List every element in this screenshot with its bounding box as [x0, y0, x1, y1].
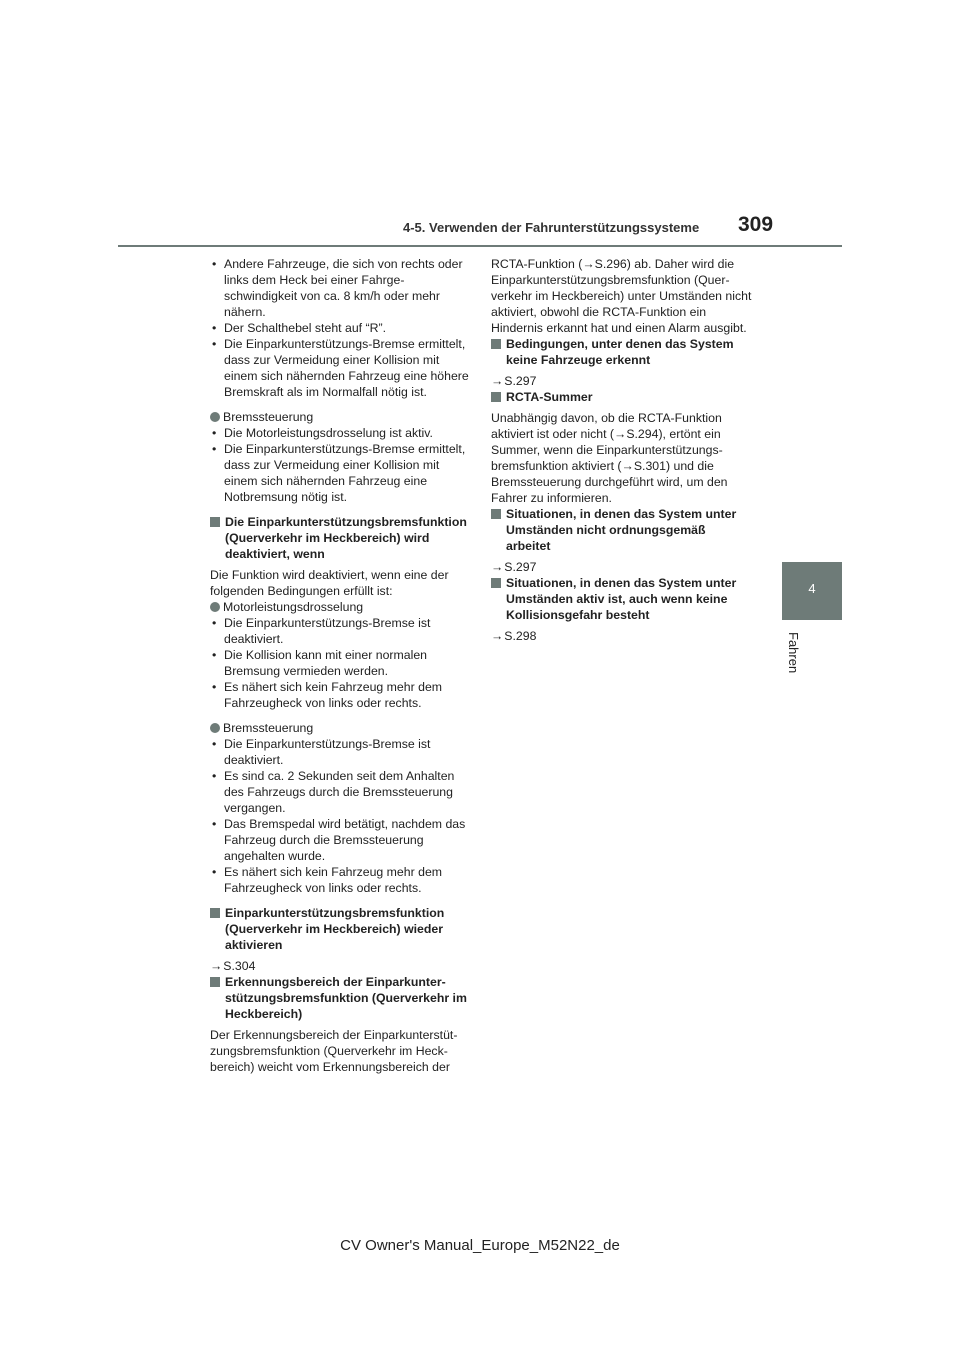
- square-bullet-icon: [210, 517, 220, 527]
- page-reference-link[interactable]: S.296: [594, 257, 627, 271]
- no-detection-ref: [491, 373, 753, 389]
- continuation-text: [491, 256, 753, 336]
- list-item: • Das Bremspedal wird betätigt, nachdem das Fahrzeug durch die Bremssteuerung angehalten wurde.: [210, 816, 472, 864]
- header-rule: [118, 245, 842, 247]
- left-column: [210, 256, 472, 1075]
- active-no-risk-heading: [491, 575, 753, 623]
- square-bullet-icon: [491, 578, 501, 588]
- throttle-list: [210, 615, 472, 711]
- page-reference-link[interactable]: S.301: [633, 459, 666, 473]
- arrow-icon: →: [582, 257, 595, 271]
- page-reference-link[interactable]: S.294: [626, 427, 659, 441]
- brake-group-list: [210, 736, 472, 896]
- square-bullet-icon: [210, 908, 220, 918]
- right-column: [491, 256, 753, 644]
- active-no-risk-ref: [491, 628, 753, 644]
- active-no-risk-heading-text: Situationen, in denen das System unter Umständen aktiv ist, auch wenn keine Kollisionsgefahr besteht: [506, 576, 737, 622]
- brake-control-heading-text: Bremssteuerung: [223, 410, 314, 424]
- malfunction-ref: [491, 559, 753, 575]
- list-item: • Es sind ca. 2 Sekunden seit dem Anhalten des Fahrzeugs durch die Bremssteuerung vergangen.: [210, 768, 472, 816]
- buzzer-text-part: ) und die Bremssteuerung durchgeführt wird, um den Fahrer zu informieren.: [491, 459, 728, 505]
- buzzer-text: [491, 410, 753, 506]
- no-detection-heading-text: Bedingungen, unter denen das System keine Fahrzeuge erkennt: [506, 337, 734, 367]
- intro-bullet-list: [210, 256, 472, 400]
- list-item: • Die Einparkunterstützungs-Bremse ermittelt, dass zur Vermeidung einer Kollision mit einem sich nähernden Fahrzeug eine Notbremsung nötig ist.: [210, 441, 472, 505]
- list-item: • Die Einparkunterstützungs-Bremse ist deaktiviert.: [210, 615, 472, 647]
- arrow-icon: →: [614, 427, 627, 441]
- no-detection-heading: [491, 336, 753, 368]
- deactivated-heading-text: Die Einparkunterstützungsbremsfunktion (Querverkehr im Heckbereich) wird deaktiviert, wenn: [225, 515, 467, 561]
- circle-bullet-icon: [210, 602, 220, 612]
- circle-bullet-icon: [210, 412, 220, 422]
- page-reference-link[interactable]: S.297: [504, 374, 537, 388]
- buzzer-text-part: Unabhängig davon, ob die RCTA-Funktion aktiviert ist oder nicht (: [491, 411, 722, 441]
- page-reference-link[interactable]: S.298: [504, 629, 537, 643]
- reactivate-heading: [210, 905, 472, 953]
- list-item: • Der Schalthebel steht auf “R”.: [210, 320, 472, 336]
- square-bullet-icon: [491, 509, 501, 519]
- list-item: • Die Kollision kann mit einer normalen Bremsung vermieden werden.: [210, 647, 472, 679]
- square-bullet-icon: [491, 339, 501, 349]
- header-title: 4-5. Verwenden der Fahrunterstützungssysteme: [403, 220, 700, 235]
- malfunction-heading-text: Situationen, in denen das System unter Umständen nicht ordnungsgemäß arbeitet: [506, 507, 737, 553]
- reactivate-heading-text: Einparkunterstützungsbremsfunktion (Querverkehr im Heckbereich) wieder aktivieren: [225, 906, 445, 952]
- square-bullet-icon: [491, 392, 501, 402]
- throttle-heading-text: Motorleistungsdrosselung: [223, 600, 364, 614]
- detection-heading-text: Erkennungsbereich der Einparkunterstützungsbremsfunktion (Querverkehr im Heckbereich): [225, 975, 467, 1021]
- footer-text: CV Owner's Manual_Europe_M52N22_de: [340, 1237, 620, 1254]
- list-item: • Andere Fahrzeuge, die sich von rechts oder links dem Heck bei einer Fahrgeschwindigkeit von ca. 8 km/h oder mehr nähern.: [210, 256, 472, 320]
- list-item: • Die Motorleistungsdrosselung ist aktiv.: [210, 425, 472, 441]
- buzzer-text-part: ), ertönt ein Summer, wenn die Einparkunterstützungsbremsfunktion aktiviert (: [491, 427, 723, 473]
- brake-control-list: [210, 425, 472, 505]
- page-number: 309: [738, 213, 774, 236]
- deactivated-text: Die Funktion wird deaktiviert, wenn eine der folgenden Bedingungen erfüllt ist:: [210, 568, 449, 598]
- detection-text: Der Erkennungsbereich der Einparkunterstützungsbremsfunktion (Querverkehr im Heckbereich) weicht vom Erkennungsbereich der: [210, 1028, 458, 1074]
- continuation-text-start: RCTA-Funktion (: [491, 257, 583, 271]
- arrow-icon: →: [491, 374, 504, 388]
- reactivate-ref: [210, 958, 472, 974]
- chapter-number: 4: [808, 581, 816, 596]
- brake-control-heading: [210, 409, 472, 425]
- arrow-icon: →: [210, 959, 223, 973]
- circle-bullet-icon: [210, 723, 220, 733]
- buzzer-heading: [491, 389, 753, 405]
- brake-group-heading-text: Bremssteuerung: [223, 721, 314, 735]
- page-reference-link[interactable]: S.297: [504, 560, 537, 574]
- malfunction-heading: [491, 506, 753, 554]
- list-item: • Die Einparkunterstützungs-Bremse ist deaktiviert.: [210, 736, 472, 768]
- square-bullet-icon: [210, 977, 220, 987]
- arrow-icon: →: [621, 459, 634, 473]
- deactivated-heading: [210, 514, 472, 562]
- continuation-text-end: ) ab. Daher wird die Einparkunterstützungsbremsfunktion (Querverkehr im Heckbereich) unter Umständen nicht aktiviert, obwohl die RCTA-Funktion ein Hindernis erkannt hat und einen Alarm ausgibt.: [491, 257, 752, 335]
- detection-heading: [210, 974, 472, 1022]
- arrow-icon: →: [491, 629, 504, 643]
- throttle-heading: [210, 599, 472, 615]
- list-item: • Es nähert sich kein Fahrzeug mehr dem Fahrzeugheck von links oder rechts.: [210, 864, 472, 896]
- chapter-label: Fahren: [786, 632, 801, 674]
- buzzer-heading-text: RCTA-Summer: [506, 390, 593, 404]
- list-item: • Es nähert sich kein Fahrzeug mehr dem Fahrzeugheck von links oder rechts.: [210, 679, 472, 711]
- brake-group-heading: [210, 720, 472, 736]
- arrow-icon: →: [491, 560, 504, 574]
- chapter-tab: [782, 562, 842, 620]
- page-reference-link[interactable]: S.304: [223, 959, 256, 973]
- list-item: • Die Einparkunterstützungs-Bremse ermittelt, dass zur Vermeidung einer Kollision mit einem sich nähernden Fahrzeug eine höhere Bremskraft als im Normalfall nötig ist.: [210, 336, 472, 400]
